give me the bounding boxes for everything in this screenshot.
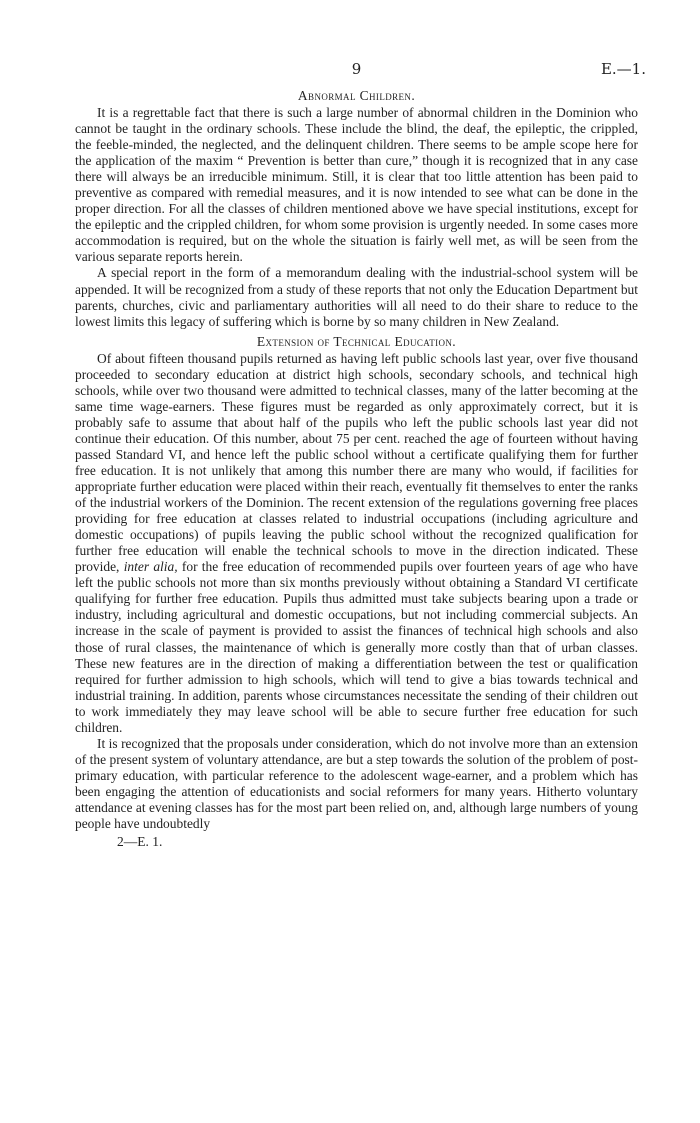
paragraph-text-continued: for the free education of recommended pupils over fourteen years of age who have left the public schools not more than six months previously without obtaining a Standard VI certificate qualifying for further free education. Pupils thus admitted must take subjects bearing upon a trade or industry, including agricultural and domestic occupations, but not including commercial subjects. An increase in the scale of payment is provided to assist the finances of technical high schools and also those of rural classes, the maintenance of which is generally more costly than that of urban classes. These new features are in the direction of making a differentiation between the test or qualification required for further admission to high schools, which will tend to give a bias towards technical and industrial training. In addition, parents whose circumstances necessitate the sending of their children out to work immediately they may leave school will be able to secure further free education for such children. [75,559,639,735]
paragraph: It is recognized that the proposals under consideration, which do not involve more than an extension of the present system of voluntary attendance, are but a step towards the solution of the problem of post-primary education, with particular reference to the adolescent wage-earner, and a problem which has been engaging the attention of educationists and social reformers for many years. Hitherto voluntary attendance at evening classes has for the most part been relied on, and, although large numbers of young people have undoubtedly [75,735,638,832]
section-heading-abnormal-children: Abnormal Children. [297,88,416,103]
section-heading-technical-education: Extension of Technical Education. [256,333,457,349]
italic-phrase: inter alia, [123,559,178,575]
page-signature: 2—E. 1. [117,834,163,850]
page-number: 9 [351,60,362,78]
page-header [75,60,646,84]
paragraph [75,351,638,736]
paragraph: A special report in the form of a memorandum dealing with the industrial-school system will be appended. It will be recognized from a study of these reports that not only the Education Department but parents, churches, civic and parliamentary authorities will all need to do their share to reduce to the lowest limits this legacy of suffering which is borne by so many children in New Zealand. [75,265,638,329]
document-page [75,60,646,850]
paragraph: It is a regrettable fact that there is such a large number of abnormal children in the Dominion who cannot be taught in the ordinary schools. These include the blind, the deaf, the epileptic, the crippled, the feeble-minded, the neglected, and the delinquent children. There seems to be ample scope here for the application of the maxim “ Prevention is better than cure,” though it is recognized that in any case there will always be an irreducible minimum. Still, it is clear that too little attention has been paid to preventive as compared with remedial measures, and it is now intended to see what can be done in the proper direction. For all the classes of children mentioned above we have special institutions, except for the epileptic and the crippled children, for whom some provision is urgently needed. In some cases more accommodation is required, but on the whole the situation is fairly well met, as will be seen from the various separate reports herein. [75,105,638,265]
document-reference: E.—1. [600,60,646,78]
paragraph-text: Of about fifteen thousand pupils returned as having left public schools last year, over five thousand proceeded to secondary education at district high schools, secondary schools, and technical high schools, while over two thousand were admitted to technical classes, many of the latter becoming at the same time wage-earners. These figures must be regarded as only approximately correct, but it is probably safe to assume that about half of the pupils who left the public schools last year did not continue their education. Of this number, about 75 per cent. reached the age of fourteen without having passed Standard VI, and hence left the public school without a certificate qualifying them for further free education. It is not unlikely that among this number there are many who would, if facilities for appropriate further education were placed within their reach, eventually fit themselves to enter the ranks of the industrial workers of the Dominion. The recent extension of the regulations governing free places providing for free education at classes related to industrial occupations (including agriculture and domestic occupations) of pupils leaving the public school without the recognized qualification for further free education will enable the technical schools to move in the direction indicated. These provide, [75,350,638,575]
